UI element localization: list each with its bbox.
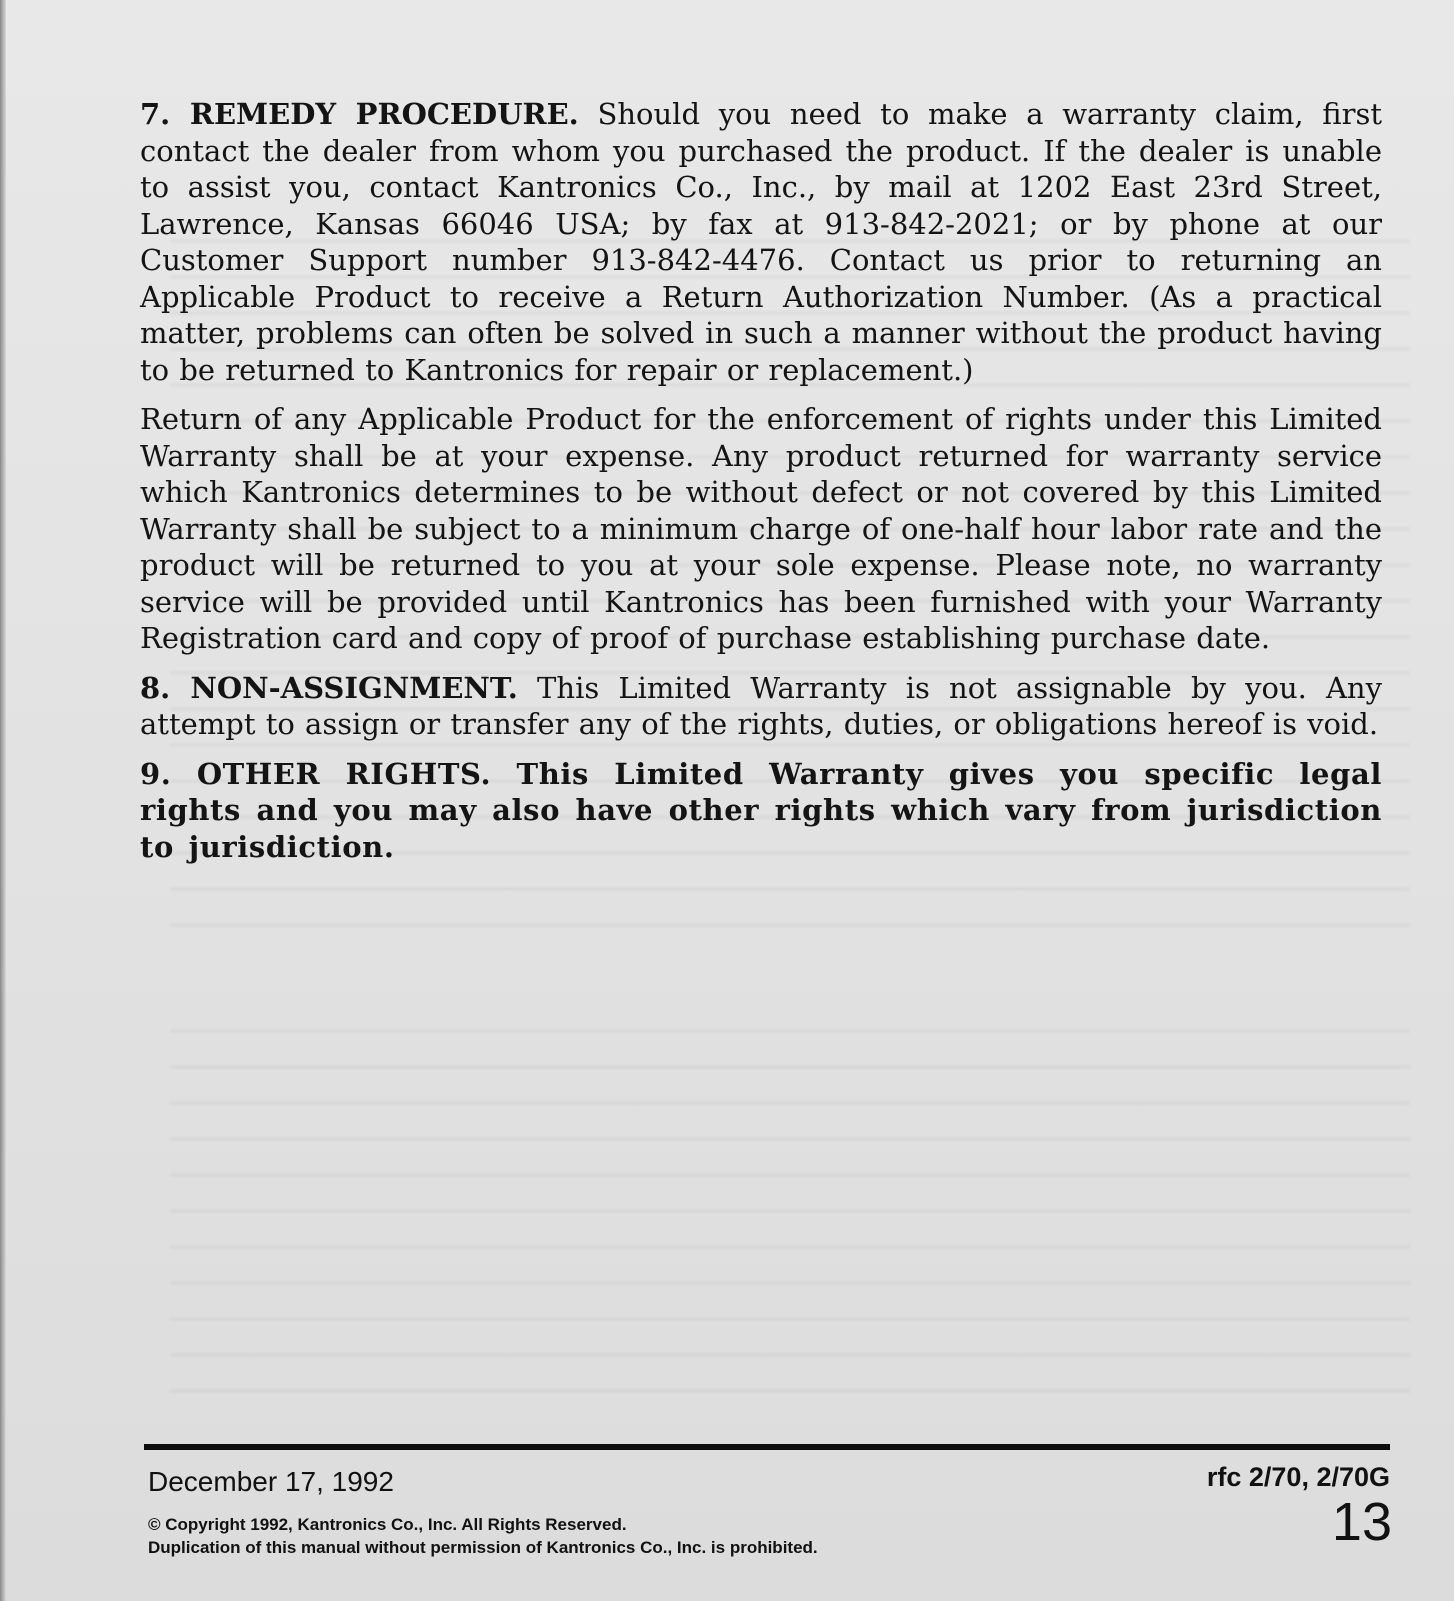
- section-body: This Limited Warranty is not assignable by you. Any attempt to assign or transfer any of the rights, duties, or obligations hereof is void.: [140, 670, 1382, 741]
- copyright-line: © Copyright 1992, Kantronics Co., Inc. All Rights Reserved.: [148, 1515, 627, 1534]
- section-other-rights: [140, 756, 1382, 866]
- warranty-text-body: [140, 96, 1382, 878]
- section-non-assignment: [140, 670, 1382, 743]
- page-left-edge-shadow: [0, 0, 6, 1601]
- duplication-notice: Duplication of this manual without permission of Kantronics Co., Inc. is prohibited.: [148, 1538, 818, 1557]
- bleed-through-texture-lower: [170, 1030, 1410, 1400]
- footer-divider: [144, 1444, 1390, 1450]
- footer-model-number: rfc 2/70, 2/70G: [1206, 1462, 1390, 1492]
- section-body: Should you need to make a warranty claim, first contact the dealer from whom you purchased the product. If the dealer is unable to assist you, contact Kantronics Co., Inc., by mail at 1202 East 23rd Street, Lawrence, Kansas 66046 USA; by fax at 913-842-2021; or by phone at our Customer Support number 913-842-4476. Contact us prior to returning an Applicable Product to receive a Return Authorization Number. (As a practical matter, problems can often be solved in such a manner without the product having to be returned to Kantronics for repair or replacement.): [140, 97, 1382, 387]
- footer-date: December 17, 1992: [148, 1466, 394, 1497]
- section-heading: 8. NON-ASSIGNMENT.: [140, 670, 518, 705]
- page-number: 13: [1331, 1492, 1392, 1552]
- section-return-expense: [140, 401, 1382, 657]
- copyright-notice: [148, 1513, 818, 1559]
- section-body: 9. OTHER RIGHTS. This Limited Warranty gives you specific legal rights and you may also have other rights which vary from jurisdiction to jurisdiction.: [140, 756, 1382, 864]
- section-heading: 7. REMEDY PROCEDURE.: [140, 97, 579, 131]
- section-body: Return of any Applicable Product for the enforcement of rights under this Limited Warranty shall be at your expense. Any product returned for warranty service which Kantronics determines to be without defect or not covered by this Limited Warranty shall be subject to a minimum charge of one-half hour labor rate and the product will be returned to you at your sole expense. Please note, no warranty service will be provided until Kantronics has been furnished with your Warranty Registration card and copy of proof of purchase establishing purchase date.: [140, 402, 1382, 655]
- section-remedy-procedure: [140, 96, 1382, 388]
